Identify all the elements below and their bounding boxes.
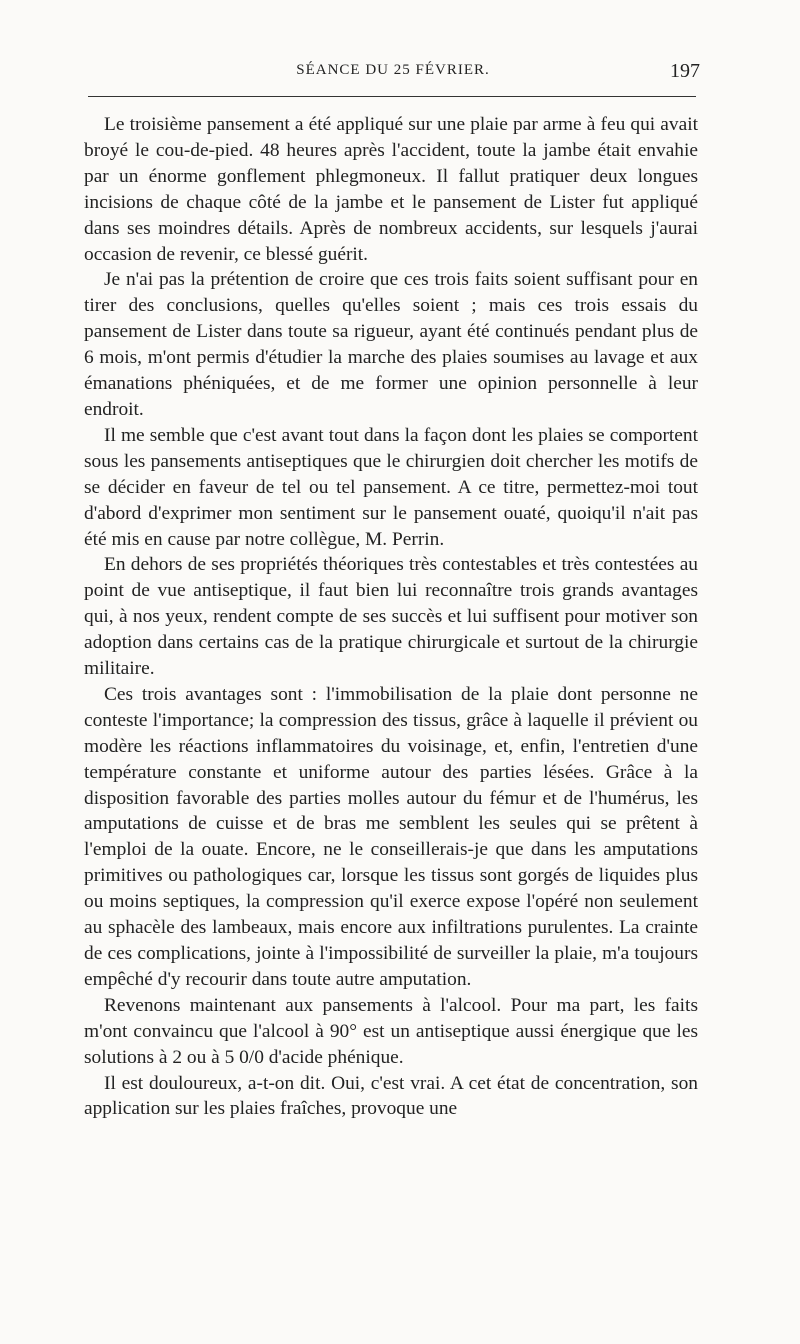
paragraph: En dehors de ses propriétés théoriques très contestables et très contestées au point de vue antiseptique, il faut bien lui reconnaître trois grands avantages qui, à nos yeux, rendent compte de ses succès et lui suffisent pour motiver son adoption dans certains cas de la pratique chirurgicale et surtout de la chirurgie militaire. — [84, 554, 698, 680]
paragraph: Il est douloureux, a-t-on dit. Oui, c'est vrai. A cet état de concentration, son application sur les plaies fraîches, provoque une — [84, 1072, 698, 1120]
header-rule — [88, 96, 696, 97]
paragraph: Revenons maintenant aux pansements à l'alcool. Pour ma part, les faits m'ont convaincu que l'alcool à 90° est un antiseptique aussi énergique que les solutions à 2 ou à 5 0/0 d'acide phénique. — [84, 994, 698, 1068]
paragraph: Le troisième pansement a été appliqué sur une plaie par arme à feu qui avait broyé le cou-de-pied. 48 heures après l'accident, toute la jambe était envahie par un énorme gonflement phlegmoneux. Il fallut pratiquer deux longues incisions de chaque côté de la jambe et le pansement de Lister fut appliqué dans ses moindres détails. Après de nombreux accidents, sur lesquels j'aurai occasion de revenir, ce blessé guérit. — [84, 114, 698, 265]
paragraph: Je n'ai pas la prétention de croire que ces trois faits soient suffisant pour en tirer des conclusions, quelles qu'elles soient ; mais ces trois essais du pansement de Lister dans toute sa rigueur, ayant été continués pendant plus de 6 mois, m'ont permis d'étudier la marche des plaies soumises au lavage et aux émanations phéniquées, et de me former une opinion personnelle à leur endroit. — [84, 269, 698, 420]
running-header — [86, 60, 700, 90]
running-title: SÉANCE DU 25 FÉVRIER. — [296, 62, 490, 78]
paragraph: Ces trois avantages sont : l'immobilisation de la plaie dont personne ne conteste l'importance; la compression des tissus, grâce à laquelle il prévient ou modère les réactions inflammatoires du voisinage, et, enfin, l'entretien d'une température constante et uniforme autour des parties lésées. Grâce à la disposition favorable des parties molles autour du fémur et de l'humérus, les amputations de cuisse et de bras me semblent les seules qui se prêtent à l'emploi de la ouate. Encore, ne le conseillerais-je que dans les amputations primitives ou pathologiques car, lorsque les tissus sont gorgés de liquides plus ou moins septiques, la compression qu'il exerce expose l'opéré non seulement au sphacèle des lambeaux, mais encore aux infiltrations purulentes. La crainte de ces complications, jointe à l'impossibilité de surveiller la plaie, m'a toujours empêché d'y recourir dans toute autre amputation. — [84, 683, 698, 990]
page-number: 197 — [670, 60, 700, 82]
paragraph: Il me semble que c'est avant tout dans la façon dont les plaies se comportent sous les pansements antiseptiques que le chirurgien doit chercher les motifs de se décider en faveur de tel ou tel pansement. A ce titre, permettez-moi tout d'abord d'exprimer mon sentiment sur le pansement ouaté, quoiqu'il n'ait pas été mis en cause par notre collègue, M. Perrin. — [84, 424, 698, 550]
body-text — [84, 112, 698, 1122]
